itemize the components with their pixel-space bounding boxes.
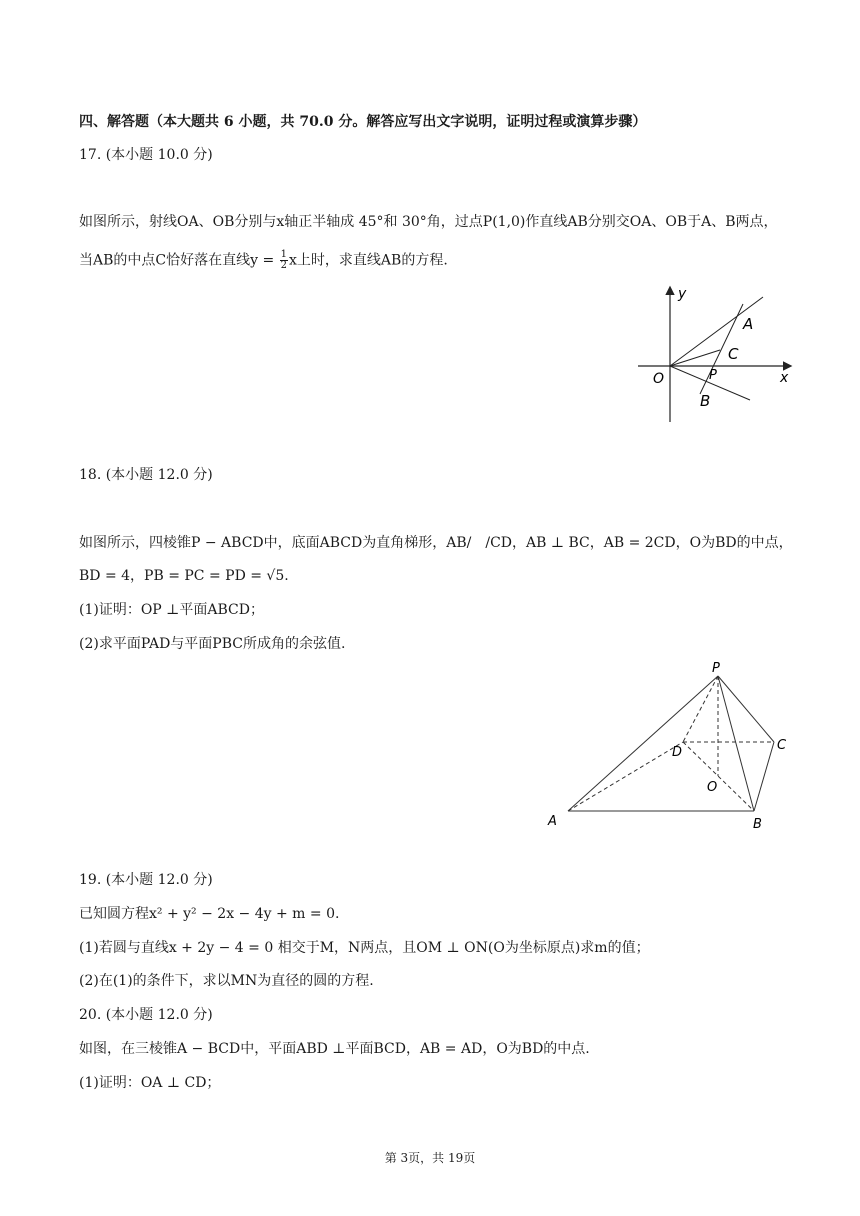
label-o: O xyxy=(653,371,665,387)
fraction-denominator: 2 xyxy=(280,260,288,271)
fraction-numerator: 1 xyxy=(280,249,288,260)
label-y: y xyxy=(678,286,687,302)
q17-text-line2-post: x上时，求直线AB的方程. xyxy=(289,252,448,269)
q20-text-line1: 如图，在三棱锥A − BCD中，平面ABD ⊥平面BCD，AB = AD，O为BD的中点. xyxy=(79,1041,590,1057)
label-c: C xyxy=(728,345,739,363)
label-a: A xyxy=(548,814,557,829)
label-a: A xyxy=(743,315,754,333)
edge-bc xyxy=(754,742,774,811)
q18-text-line1: 如图所示，四棱锥P − ABCD中，底面ABCD为直角梯形，AB/ /CD，AB ⊥ BC，AB = 2CD，O为BD的中点， xyxy=(79,535,793,551)
q20-part1: (1)证明：OA ⊥ CD； xyxy=(79,1075,221,1091)
label-p: P xyxy=(712,661,720,676)
section-heading: 四、解答题（本大题共 6 小题，共 70.0 分。解答应写出文字说明，证明过程或演算步骤） xyxy=(79,114,647,130)
label-c: C xyxy=(777,738,787,753)
q17-text-line1: 如图所示，射线OA、OB分别与x轴正半轴成 45°和 30°角，过点P(1,0)作直线AB分别交OA、OB于A、B两点， xyxy=(79,214,778,230)
q17-text-line2-pre: 当AB的中点C恰好落在直线y = xyxy=(79,252,279,269)
q17-label: 17. (本小题 10.0 分) xyxy=(79,147,213,163)
q18-part1: (1)证明：OP ⊥平面ABCD； xyxy=(79,602,264,618)
label-b: B xyxy=(753,817,762,832)
edge-pd-hidden xyxy=(683,676,718,742)
q19-text-line1: 已知圆方程x² + y² − 2x − 4y + m = 0. xyxy=(79,906,340,922)
page-footer: 第 3页，共 19页 xyxy=(384,1151,476,1165)
label-x: x xyxy=(780,370,789,386)
edge-pb xyxy=(718,676,754,811)
q18-label: 18. (本小题 12.0 分) xyxy=(79,467,213,483)
q17-text-line2 xyxy=(79,250,448,271)
q19-part2: (2)在(1)的条件下，求以MN为直径的圆的方程. xyxy=(79,973,374,989)
edge-pa xyxy=(568,676,718,811)
q19-part1: (1)若圆与直线x + 2y − 4 = 0 相交于M，N两点，且OM ⊥ ON(O为坐标原点)求m的值； xyxy=(79,940,650,956)
q18-figure xyxy=(540,660,800,832)
q17-figure xyxy=(630,282,800,427)
segment-oc xyxy=(670,350,720,366)
segment-bd-hidden xyxy=(683,742,754,811)
label-p: P xyxy=(709,368,717,383)
q18-part2: (2)求平面PAD与平面PBC所成角的余弦值. xyxy=(79,636,346,652)
q19-label: 19. (本小题 12.0 分) xyxy=(79,872,213,888)
label-o: O xyxy=(707,780,718,795)
edge-ad-hidden xyxy=(568,742,683,811)
label-b: B xyxy=(700,392,711,410)
q18-text-line2: BD = 4，PB = PC = PD = √5. xyxy=(79,568,289,584)
one-half-fraction xyxy=(280,250,288,271)
label-d: D xyxy=(672,745,683,760)
q20-label: 20. (本小题 12.0 分) xyxy=(79,1007,213,1023)
